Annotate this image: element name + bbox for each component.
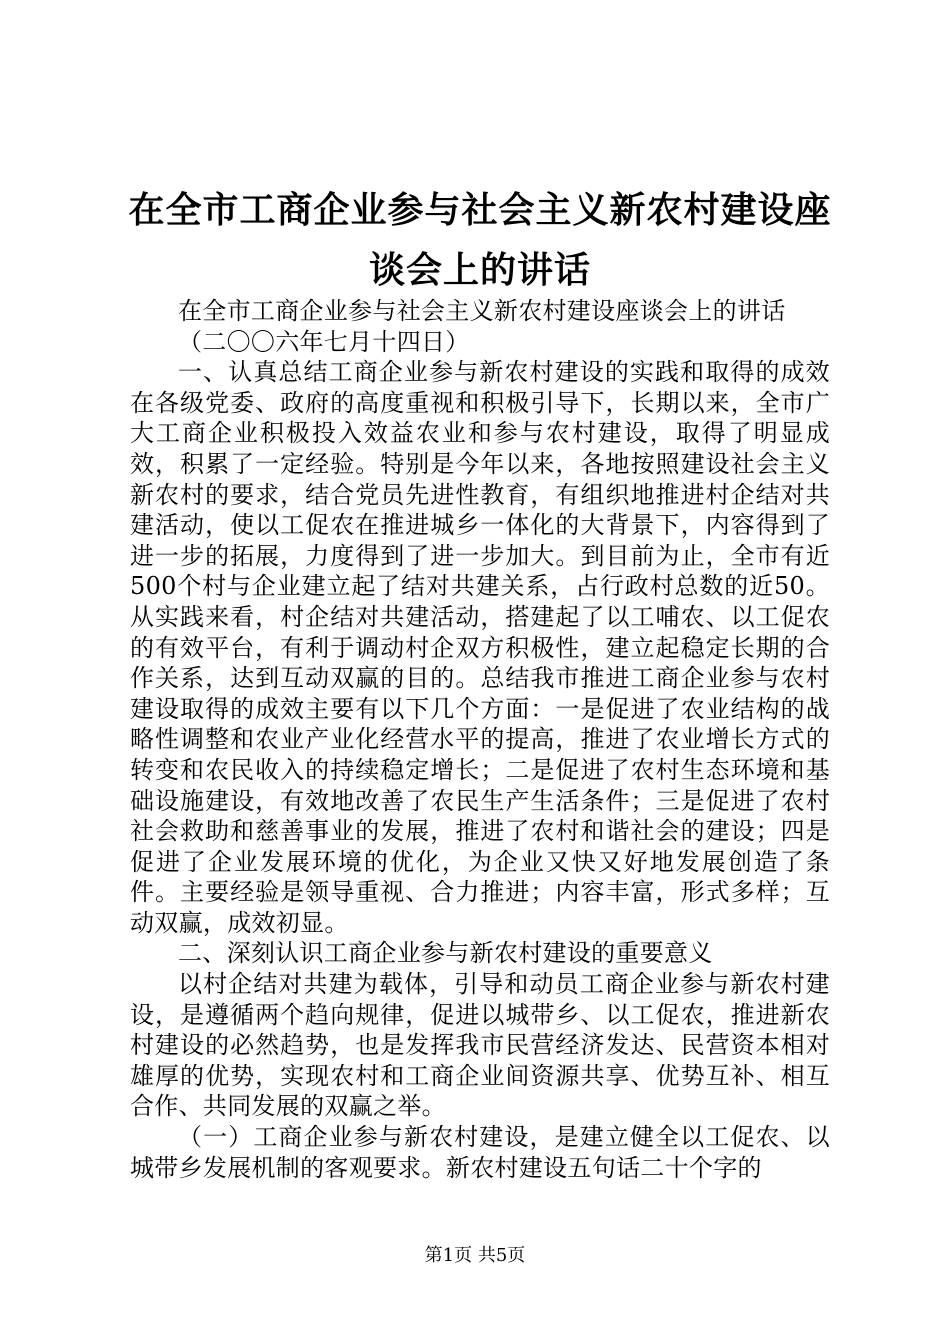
paragraph-subtitle: 在全市工商企业参与社会主义新农村建设座谈会上的讲话	[178, 297, 786, 325]
page-footer: 第1页 共5页	[424, 1245, 526, 1266]
document-body	[130, 296, 830, 1183]
paragraph-subsection-one: （一）工商企业参与新农村建设，是建立健全以工促农、以城带乡发展机制的客观要求。新农村建设五句话二十个字的	[130, 1123, 830, 1182]
document-title: 在全市工商企业参与社会主义新农村建设座谈会上的讲话	[128, 189, 832, 291]
paragraph-section-two-body: 以村企结对共建为载体，引导和动员工商企业参与新农村建设，是遵循两个趋向规律，促进以城带乡、以工促农，推进新农村建设的必然趋势，也是发挥我市民营经济发达、民营资本相对雄厚的优势，实现农村和工商企业间资源共享、优势互补、相互合作、共同发展的双赢之举。	[130, 970, 830, 1121]
paragraph-date: （二〇〇六年七月十四日）	[178, 327, 470, 356]
paragraph-section-one: 一、认真总结工商企业参与新农村建设的实践和取得的成效在各级党委、政府的高度重视和积极引导下，长期以来，全市广大工商企业积极投入效益农业和参与农村建设，取得了明显成效，积累了一定经验。特别是今年以来，各地按照建设社会主义新农村的要求，结合党员先进性教育，有组织地推进村企结对共建活动，使以工促农在推进城乡一体化的大背景下，内容得到了进一步的拓展，力度得到了进一步加大。到目前为止，全市有近500个村与企业建立起了结对共建关系，占行政村总数的近50。从实践来看，村企结对共建活动，搭建起了以工哺农、以工促农的有效平台，有利于调动村企双方积极性，建立起稳定长期的合作关系，达到互动双赢的目的。总结我市推进工商企业参与农村建设取得的成效主要有以下几个方面：一是促进了农业结构的战略性调整和农业产业化经营水平的提高，推进了农业增长方式的转变和农民收入的持续稳定增长；二是促进了农村生态环境和基础设施建设，有效地改善了农民生产生活条件；三是促进了农村社会救助和慈善事业的发展，推进了农村和谐社会的建设；四是促进了企业发展环境的优化，为企业又快又好地发展创造了条件。主要经验是领导重视、合力推进；内容丰富，形式多样；互动双赢，成效初显。	[130, 358, 830, 937]
paragraph-section-two-heading: 二、深刻认识工商企业参与新农村建设的重要意义	[178, 939, 713, 968]
